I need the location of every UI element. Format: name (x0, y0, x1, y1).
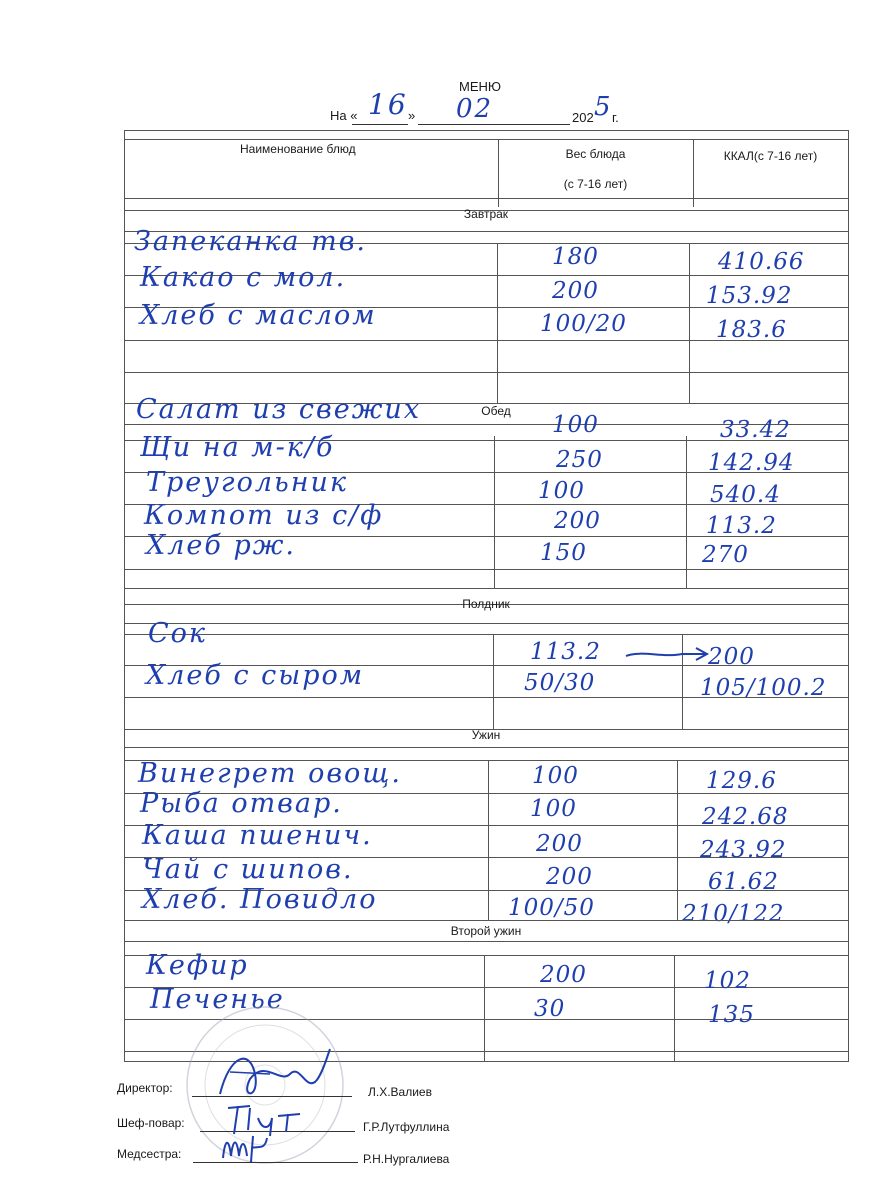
second-dinner-rule (124, 941, 848, 942)
col-divider (488, 760, 489, 920)
nurse-signature (215, 1128, 275, 1168)
date-day-line (352, 124, 408, 125)
dinner-item-weight: 200 (546, 864, 593, 890)
col-header-weight: Вес блюда (565, 147, 626, 161)
lunch-item-weight: 100 (538, 478, 585, 504)
lunch-item-name: Салат из свежих (136, 394, 422, 425)
col-divider (677, 760, 678, 920)
header-bottom-rule (124, 198, 848, 199)
section-title-lunch: Обед (481, 404, 511, 418)
dinner-item-weight: 100/50 (508, 895, 595, 921)
dinner-item-kcal: 61.62 (708, 869, 779, 895)
lunch-item-kcal: 113.2 (706, 513, 777, 539)
section-title-second-dinner: Второй ужин (450, 924, 522, 938)
col-header-weight-age: (с 7-16 лет) (563, 177, 628, 191)
table-right-border (848, 130, 849, 1062)
date-prefix: На « (330, 108, 358, 123)
row-rule (124, 588, 848, 589)
col-divider (494, 436, 495, 588)
col-divider (686, 436, 687, 588)
breakfast-item-kcal: 183.6 (716, 317, 787, 343)
lunch-item-kcal: 33.42 (720, 417, 791, 443)
breakfast-item-weight: 180 (552, 244, 599, 270)
row-rule (124, 634, 848, 635)
dinner-item-kcal: 129.6 (706, 768, 777, 794)
col-header-kcal: ККАЛ(с 7-16 лет) (723, 149, 818, 163)
snack-item-weight: 113.2 (530, 639, 601, 665)
snack-rule (124, 623, 848, 624)
lunch-item-weight: 200 (554, 508, 601, 534)
director-signature (210, 1044, 340, 1104)
breakfast-item-weight: 200 (552, 278, 599, 304)
date-year-suffix: 5 (594, 92, 613, 122)
col-header-name: Наименование блюд (240, 142, 356, 156)
breakfast-item-name: Какао с мол. (140, 262, 347, 293)
date-year-end: г. (612, 110, 619, 125)
table-left-border (124, 130, 125, 1062)
lunch-item-kcal: 142.94 (708, 450, 795, 476)
lunch-item-name: Компот из с/ф (144, 500, 384, 531)
second-dinner-item-weight: 200 (540, 962, 587, 988)
col-divider (484, 955, 485, 1061)
director-name: Л.Х.Валиев (368, 1085, 432, 1099)
row-rule (124, 372, 848, 373)
dinner-item-kcal: 210/122 (682, 901, 785, 927)
snack-item-name: Хлеб с сыром (146, 660, 365, 691)
header-top-rule (124, 139, 848, 140)
snack-item-kcal: 105/100.2 (700, 675, 827, 701)
lunch-item-name: Хлеб рж. (146, 530, 297, 561)
snack-item-weight: 50/30 (524, 670, 596, 696)
lunch-item-kcal: 270 (702, 542, 749, 568)
lunch-item-name: Щи на м-к/б (140, 432, 335, 463)
lunch-item-weight: 100 (552, 412, 599, 438)
table-top-border (124, 130, 848, 131)
breakfast-item-name: Хлеб с маслом (140, 300, 377, 331)
dinner-item-name: Чай с шипов. (142, 854, 354, 885)
row-rule (124, 569, 848, 570)
col-divider (493, 634, 494, 729)
dinner-item-name: Рыба отвар. (140, 788, 343, 819)
lunch-item-kcal: 540.4 (710, 482, 781, 508)
date-month: 02 (456, 94, 494, 124)
dinner-item-weight: 200 (536, 831, 583, 857)
dinner-item-weight: 100 (532, 763, 579, 789)
nurse-name: Р.Н.Нургалиева (363, 1152, 450, 1166)
breakfast-item-kcal: 153.92 (706, 283, 793, 309)
col-divider (497, 243, 498, 403)
breakfast-item-weight: 100/20 (540, 311, 627, 337)
date-year-prefix: 202 (572, 110, 594, 125)
second-dinner-item-kcal: 135 (708, 1002, 755, 1028)
dinner-item-weight: 100 (530, 796, 577, 822)
date-month-line (418, 124, 570, 125)
section-title-dinner: Ужин (471, 728, 501, 742)
chef-label: Шеф-повар: (117, 1116, 185, 1130)
second-dinner-item-name: Печенье (150, 984, 285, 1015)
chef-name: Г.Р.Лутфуллина (363, 1120, 450, 1134)
col-divider (689, 243, 690, 403)
lunch-item-name: Треугольник (146, 467, 349, 498)
dinner-item-name: Винегрет овощ. (138, 758, 402, 789)
dinner-item-kcal: 243.92 (700, 837, 787, 863)
page-title: МЕНЮ (458, 79, 502, 94)
second-dinner-item-weight: 30 (534, 996, 566, 1022)
lunch-item-weight: 150 (540, 540, 587, 566)
lunch-item-weight: 250 (556, 447, 603, 473)
snack-item-kcal: 200 (708, 644, 755, 670)
nurse-label: Медсестра: (117, 1147, 182, 1161)
director-label: Директор: (117, 1081, 173, 1095)
dinner-item-name: Хлеб. Повидло (142, 884, 378, 915)
breakfast-item-kcal: 410.66 (718, 249, 805, 275)
second-dinner-item-name: Кефир (146, 950, 249, 981)
second-dinner-item-kcal: 102 (704, 968, 751, 994)
dinner-title-rule (124, 747, 848, 748)
date-day: 16 (368, 88, 408, 121)
snack-item-name: Сок (148, 618, 208, 649)
arrow-icon (622, 646, 710, 664)
col-divider (674, 955, 675, 1061)
second-dinner-title-rule (124, 920, 848, 921)
dinner-item-kcal: 242.68 (702, 804, 789, 830)
section-title-breakfast: Завтрак (463, 207, 509, 221)
section-title-snack: Полдник (462, 597, 510, 611)
dinner-item-name: Каша пшенич. (142, 820, 373, 851)
breakfast-item-name: Запеканка тв. (134, 226, 367, 257)
date-mid: » (408, 108, 416, 123)
